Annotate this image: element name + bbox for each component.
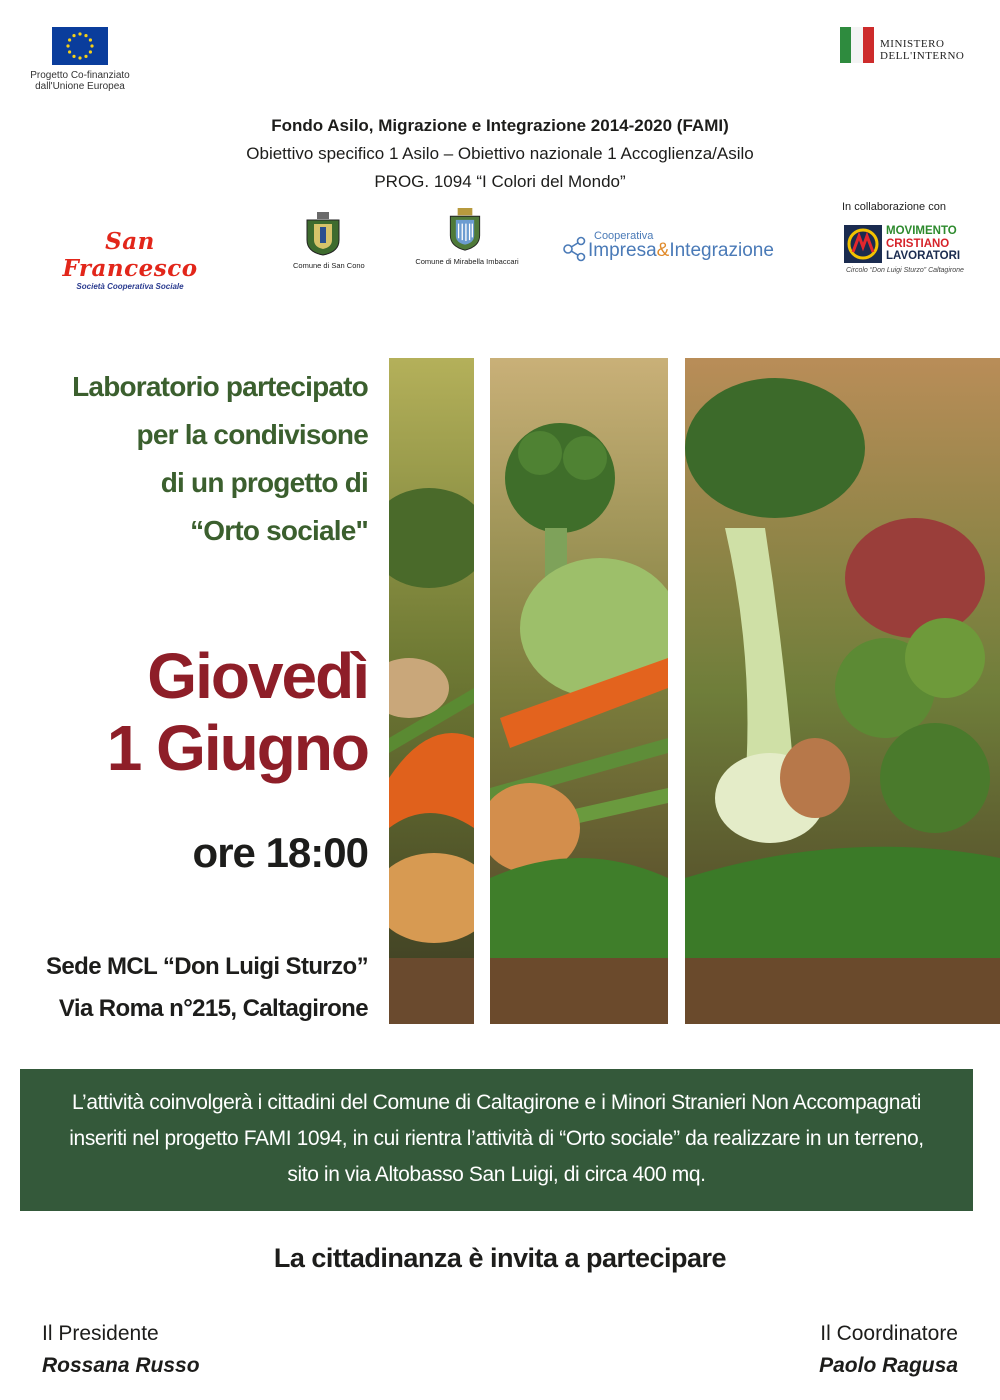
eu-flag-logo (52, 27, 108, 65)
ministry-line2: DELL'INTERNO (880, 50, 965, 62)
eu-caption-line2: dall'Unione Europea (35, 81, 125, 92)
event-venue (46, 946, 368, 1030)
mcl-text (886, 225, 960, 263)
venue-line1: Sede MCL “Don Luigi Sturzo” (45, 953, 368, 980)
header-line2: Obiettivo specifico 1 Asilo – Obiettivo nazionale 1 Accoglienza/Asilo (246, 144, 754, 163)
san-francesco-name: San Francesco (62, 228, 198, 282)
event-title-line2: per la condivisone (136, 419, 368, 450)
impresa-ampersand: & (656, 240, 670, 261)
signature-coordinator (780, 1318, 958, 1382)
mcl-logo (840, 223, 970, 278)
san-francesco-logo (40, 228, 220, 291)
program-header (0, 112, 1000, 196)
event-title-line3: di un progetto di (160, 467, 368, 498)
san-cono-label: Comune di San Cono (293, 261, 365, 270)
president-name: Rossana Russo (42, 1354, 200, 1377)
collaboration-label: In collaborazione con (842, 201, 946, 213)
impresa-coop-label: Cooperativa (594, 230, 654, 242)
impresa-name-b: Integrazione (669, 240, 774, 261)
mirabella-logo (412, 208, 522, 266)
info-box (20, 1069, 973, 1211)
event-title-line4: “Orto sociale" (190, 515, 368, 546)
san-cono-logo (293, 212, 365, 270)
invitation-text: La cittadinanza è invita a partecipare (273, 1243, 727, 1273)
mcl-line1: MOVIMENTO (886, 225, 957, 237)
vegetables-photo-strip-2 (490, 358, 668, 1024)
mcl-sub: Circolo “Don Luigi Sturzo” Caltagirone (846, 267, 964, 274)
event-day: Giovedì (147, 640, 368, 712)
event-day-month: 1 Giugno (106, 712, 368, 784)
venue-line2: Via Roma n°215, Caltagirone (58, 995, 368, 1022)
event-time: ore 18:00 (192, 829, 368, 876)
italian-flag-logo (840, 27, 874, 63)
eu-caption-line1: Progetto Co-finanziato (30, 70, 130, 81)
mcl-line3: LAVORATORI (886, 250, 961, 262)
info-line3: sito in via Altobasso San Luigi, di circa 400 mq. (287, 1163, 706, 1186)
network-icon (562, 236, 588, 262)
impresa-integrazione-logo (562, 230, 782, 262)
mirabella-crest-icon (445, 208, 485, 252)
signature-president (42, 1318, 242, 1382)
impresa-name (588, 240, 782, 262)
san-francesco-sub: Società Cooperativa Sociale (76, 282, 184, 291)
ministry-logo-text (880, 38, 964, 62)
header-line1: Fondo Asilo, Migrazione e Integrazione 2014-2020 (FAMI) (271, 116, 729, 135)
info-line2: inseriti nel progetto FAMI 1094, in cui rientra l’attività di “Orto sociale” da realizzare in un terreno, (69, 1127, 924, 1150)
eu-caption (20, 70, 140, 92)
san-cono-crest-icon (303, 212, 343, 256)
mcl-line2: CRISTIANO (886, 237, 950, 250)
impresa-name-a: Impresa (588, 240, 657, 261)
president-role: Il Presidente (42, 1322, 159, 1345)
mirabella-label: Comune di Mirabella Imbaccari (415, 257, 519, 266)
ministry-line1: MINISTERO (880, 38, 945, 50)
mcl-emblem-icon (844, 225, 882, 263)
event-date (107, 640, 368, 784)
vegetables-photo-strip-3 (685, 358, 1000, 1024)
vegetables-photo-strip-1 (389, 358, 474, 1024)
coordinator-role: Il Coordinatore (820, 1322, 958, 1345)
event-title (28, 363, 368, 555)
event-title-line1: Laboratorio partecipato (72, 371, 368, 402)
header-line3: PROG. 1094 “I Colori del Mondo” (374, 172, 626, 191)
info-line1: L’attività coinvolgerà i cittadini del Comune di Caltagirone e i Minori Stranieri Non Accompagnati (71, 1091, 922, 1114)
coordinator-name: Paolo Ragusa (819, 1354, 958, 1377)
